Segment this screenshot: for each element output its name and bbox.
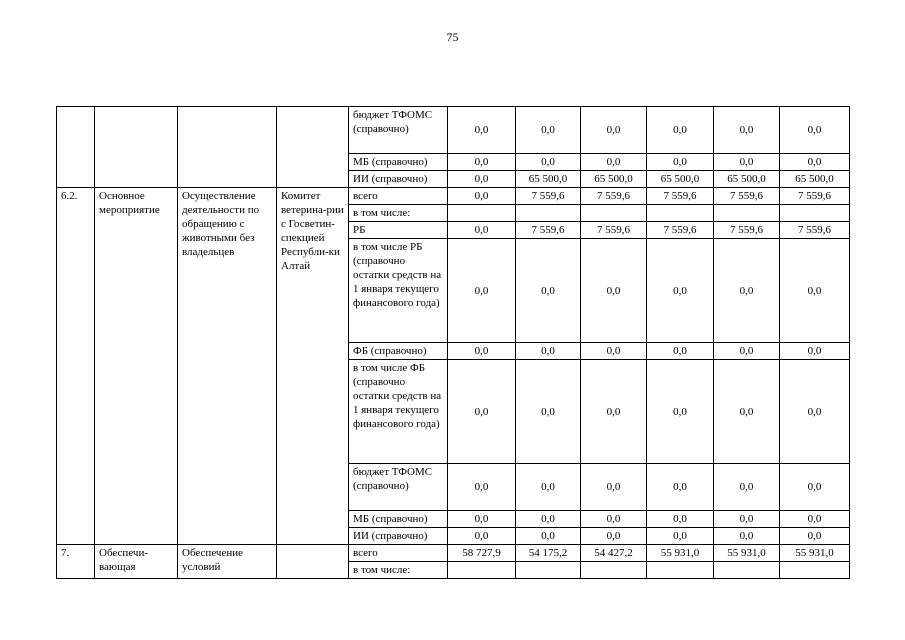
value-cell: 0,0 [780,107,850,154]
value-cell: 65 500,0 [516,171,581,188]
value-cell: 65 500,0 [780,171,850,188]
value-cell: 7 559,6 [647,222,714,239]
value-cell: 7 559,6 [714,188,780,205]
value-cell: 0,0 [448,107,516,154]
value-cell: 0,0 [714,239,780,343]
value-cell: 0,0 [780,154,850,171]
value-cell [647,205,714,222]
value-cell: 0,0 [448,154,516,171]
source-cell: РБ [349,222,448,239]
source-cell: ИИ (справочно) [349,528,448,545]
value-cell: 0,0 [581,528,647,545]
value-cell: 0,0 [714,464,780,511]
executor-cell [277,545,349,579]
value-cell: 0,0 [448,343,516,360]
value-cell: 0,0 [581,107,647,154]
table-row [57,107,850,154]
value-cell: 0,0 [714,343,780,360]
source-cell: бюджет ТФОМС (справочно) [349,107,448,154]
page-number: 75 [446,30,459,44]
value-cell: 65 500,0 [647,171,714,188]
value-cell: 55 931,0 [647,545,714,562]
source-cell: всего [349,545,448,562]
value-cell: 0,0 [581,154,647,171]
value-cell [581,562,647,579]
source-cell: ИИ (справочно) [349,171,448,188]
value-cell: 7 559,6 [647,188,714,205]
value-cell: 0,0 [581,360,647,464]
value-cell: 65 500,0 [581,171,647,188]
value-cell: 0,0 [780,528,850,545]
value-cell: 0,0 [448,171,516,188]
value-cell: 7 559,6 [516,222,581,239]
value-cell: 0,0 [714,154,780,171]
value-cell: 0,0 [780,239,850,343]
executor-cell [277,107,349,188]
name-cell: Обеспечение условий [178,545,277,579]
value-cell: 0,0 [714,360,780,464]
value-cell: 7 559,6 [516,188,581,205]
value-cell [714,205,780,222]
source-cell: всего [349,188,448,205]
value-cell: 0,0 [516,511,581,528]
value-cell: 0,0 [647,154,714,171]
value-cell: 0,0 [448,464,516,511]
value-cell: 58 727,9 [448,545,516,562]
value-cell: 0,0 [647,511,714,528]
value-cell [780,562,850,579]
num-cell [57,107,95,188]
source-cell: в том числе: [349,562,448,579]
executor-cell: Комитет ветерина-рии с Госветин-спекцией Республи-ки Алтай [277,188,349,545]
value-cell: 0,0 [780,360,850,464]
value-cell: 7 559,6 [780,188,850,205]
value-cell: 0,0 [516,360,581,464]
value-cell: 0,0 [714,511,780,528]
value-cell: 0,0 [516,107,581,154]
value-cell: 0,0 [714,528,780,545]
value-cell: 0,0 [516,239,581,343]
value-cell: 0,0 [581,464,647,511]
value-cell [516,562,581,579]
value-cell: 0,0 [516,154,581,171]
value-cell: 0,0 [448,360,516,464]
status-cell [95,107,178,188]
value-cell: 54 427,2 [581,545,647,562]
budget-table [56,106,850,579]
value-cell [448,205,516,222]
value-cell [448,562,516,579]
value-cell: 7 559,6 [780,222,850,239]
value-cell: 65 500,0 [714,171,780,188]
value-cell: 0,0 [448,188,516,205]
value-cell [516,205,581,222]
value-cell: 7 559,6 [581,188,647,205]
value-cell: 0,0 [448,511,516,528]
table-row [57,545,850,562]
value-cell: 0,0 [581,239,647,343]
num-cell: 7. [57,545,95,579]
source-cell: в том числе ФБ (справочно остатки средств на 1 января текущего финансового года) [349,360,448,464]
value-cell: 54 175,2 [516,545,581,562]
value-cell [780,205,850,222]
value-cell: 0,0 [780,343,850,360]
source-cell: МБ (справочно) [349,154,448,171]
value-cell: 0,0 [581,511,647,528]
source-cell: в том числе РБ (справочно остатки средств на 1 января текущего финансового года) [349,239,448,343]
value-cell: 0,0 [780,464,850,511]
name-cell [178,107,277,188]
value-cell: 0,0 [448,528,516,545]
num-cell: 6.2. [57,188,95,545]
value-cell: 0,0 [516,343,581,360]
source-cell: МБ (справочно) [349,511,448,528]
status-cell: Обеспечи-вающая [95,545,178,579]
value-cell: 0,0 [780,511,850,528]
value-cell: 0,0 [581,343,647,360]
value-cell: 0,0 [516,464,581,511]
source-cell: ФБ (справочно) [349,343,448,360]
value-cell: 0,0 [448,239,516,343]
value-cell: 0,0 [448,222,516,239]
table-row [57,188,850,205]
value-cell: 55 931,0 [714,545,780,562]
source-cell: бюджет ТФОМС (справочно) [349,464,448,511]
status-cell: Основное мероприятие [95,188,178,545]
value-cell: 7 559,6 [714,222,780,239]
value-cell: 0,0 [647,107,714,154]
name-cell: Осуществление деятельности по обращению с животными без владельцев [178,188,277,545]
value-cell: 0,0 [647,239,714,343]
value-cell: 0,0 [516,528,581,545]
source-cell: в том числе: [349,205,448,222]
value-cell [647,562,714,579]
value-cell: 7 559,6 [581,222,647,239]
value-cell: 0,0 [647,528,714,545]
value-cell [714,562,780,579]
value-cell [581,205,647,222]
value-cell: 0,0 [647,464,714,511]
value-cell: 0,0 [647,343,714,360]
value-cell: 0,0 [647,360,714,464]
value-cell: 55 931,0 [780,545,850,562]
value-cell: 0,0 [714,107,780,154]
